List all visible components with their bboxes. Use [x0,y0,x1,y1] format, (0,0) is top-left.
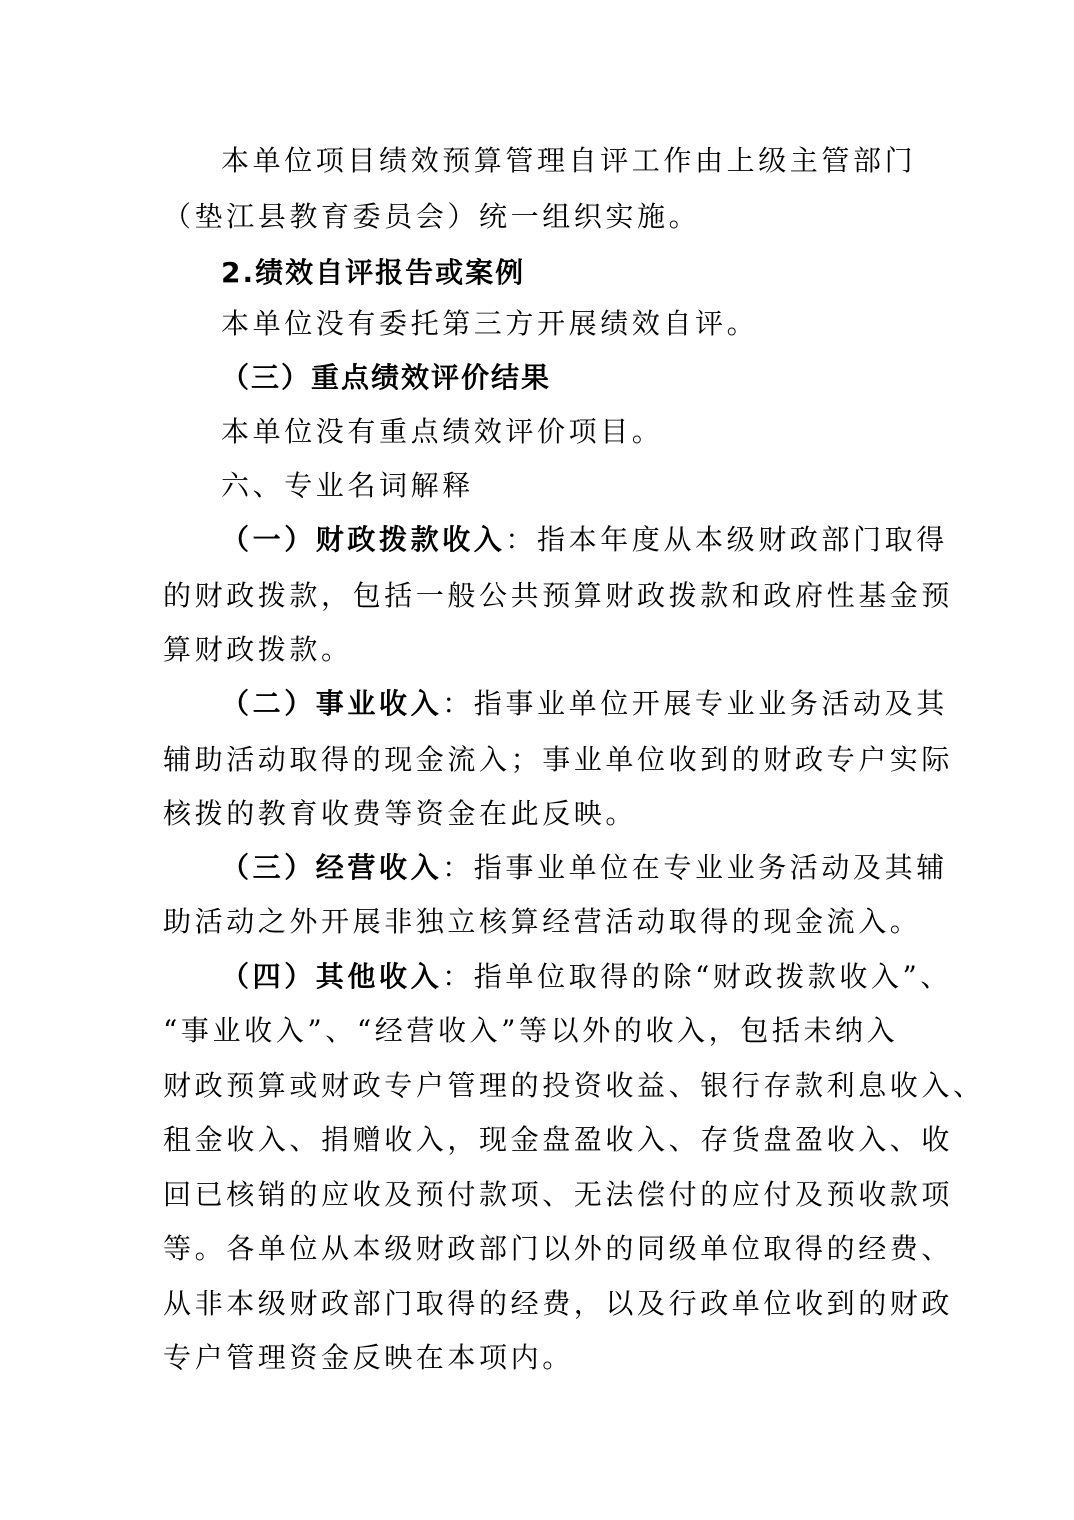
paragraph-line: 助活动之外开展非独立核算经营活动取得的现金流入。 [163,905,922,938]
term-paragraph-line [221,848,948,888]
paragraph-line: 辅助活动取得的现金流入；事业单位收到的财政专户实际 [163,743,954,776]
term-definition: ：指本年度从本级财政部门取得 [505,523,948,556]
term-label: （二）事业收入 [221,687,443,720]
paragraph-line: 租金收入、捐赠收入，现金盘盈收入、存货盘盈收入、收 [163,1123,954,1156]
paragraph-line: 核拨的教育收费等资金在此反映。 [163,797,638,830]
term-definition: ：指单位取得的除“财政拨款收入”、 [442,960,953,993]
paragraph-line: 财政预算或财政专户管理的投资收益、银行存款利息收入、 [163,1069,985,1102]
paragraph-line: 的财政拨款，包括一般公共预算财政拨款和政府性基金预 [163,579,954,612]
paragraph-line: 等。各单位从本级财政部门以外的同级单位取得的经费、 [163,1232,954,1265]
term-definition: ：指事业单位开展专业业务活动及其 [442,687,948,720]
paragraph-line: 专户管理资金反映在本项内。 [163,1341,574,1374]
section-heading: 2.绩效自评报告或案例 [221,256,526,289]
term-paragraph-line [221,520,948,560]
section-heading: （三）重点绩效评价结果 [221,361,552,394]
term-label: （四）其他收入 [221,960,443,993]
term-definition: ：指事业单位在专业业务活动及其辅 [442,851,948,884]
paragraph-line: 本单位没有委托第三方开展绩效自评。 [221,307,759,340]
term-paragraph-line [221,684,948,724]
paragraph-line: 回已核销的应收及预付款项、无法偿付的应付及预收款项 [163,1178,954,1211]
paragraph-line: 本单位项目绩效预算管理自评工作由上级主管部门 [221,144,917,177]
paragraph-line: “事业收入”、“经营收入”等以外的收入，包括未纳入 [163,1014,899,1047]
term-paragraph-line [221,957,952,997]
term-label: （三）经营收入 [221,851,443,884]
section-heading: 六、专业名词解释 [221,469,474,502]
paragraph-line: 从非本级财政部门取得的经费，以及行政单位收到的财政 [163,1287,954,1320]
paragraph-line: 本单位没有重点绩效评价项目。 [221,415,664,448]
paragraph-line: 算财政拨款。 [163,633,353,666]
paragraph-line: （垫江县教育委员会）统一组织实施。 [163,200,701,233]
term-label: （一）财政拨款收入 [221,523,506,556]
